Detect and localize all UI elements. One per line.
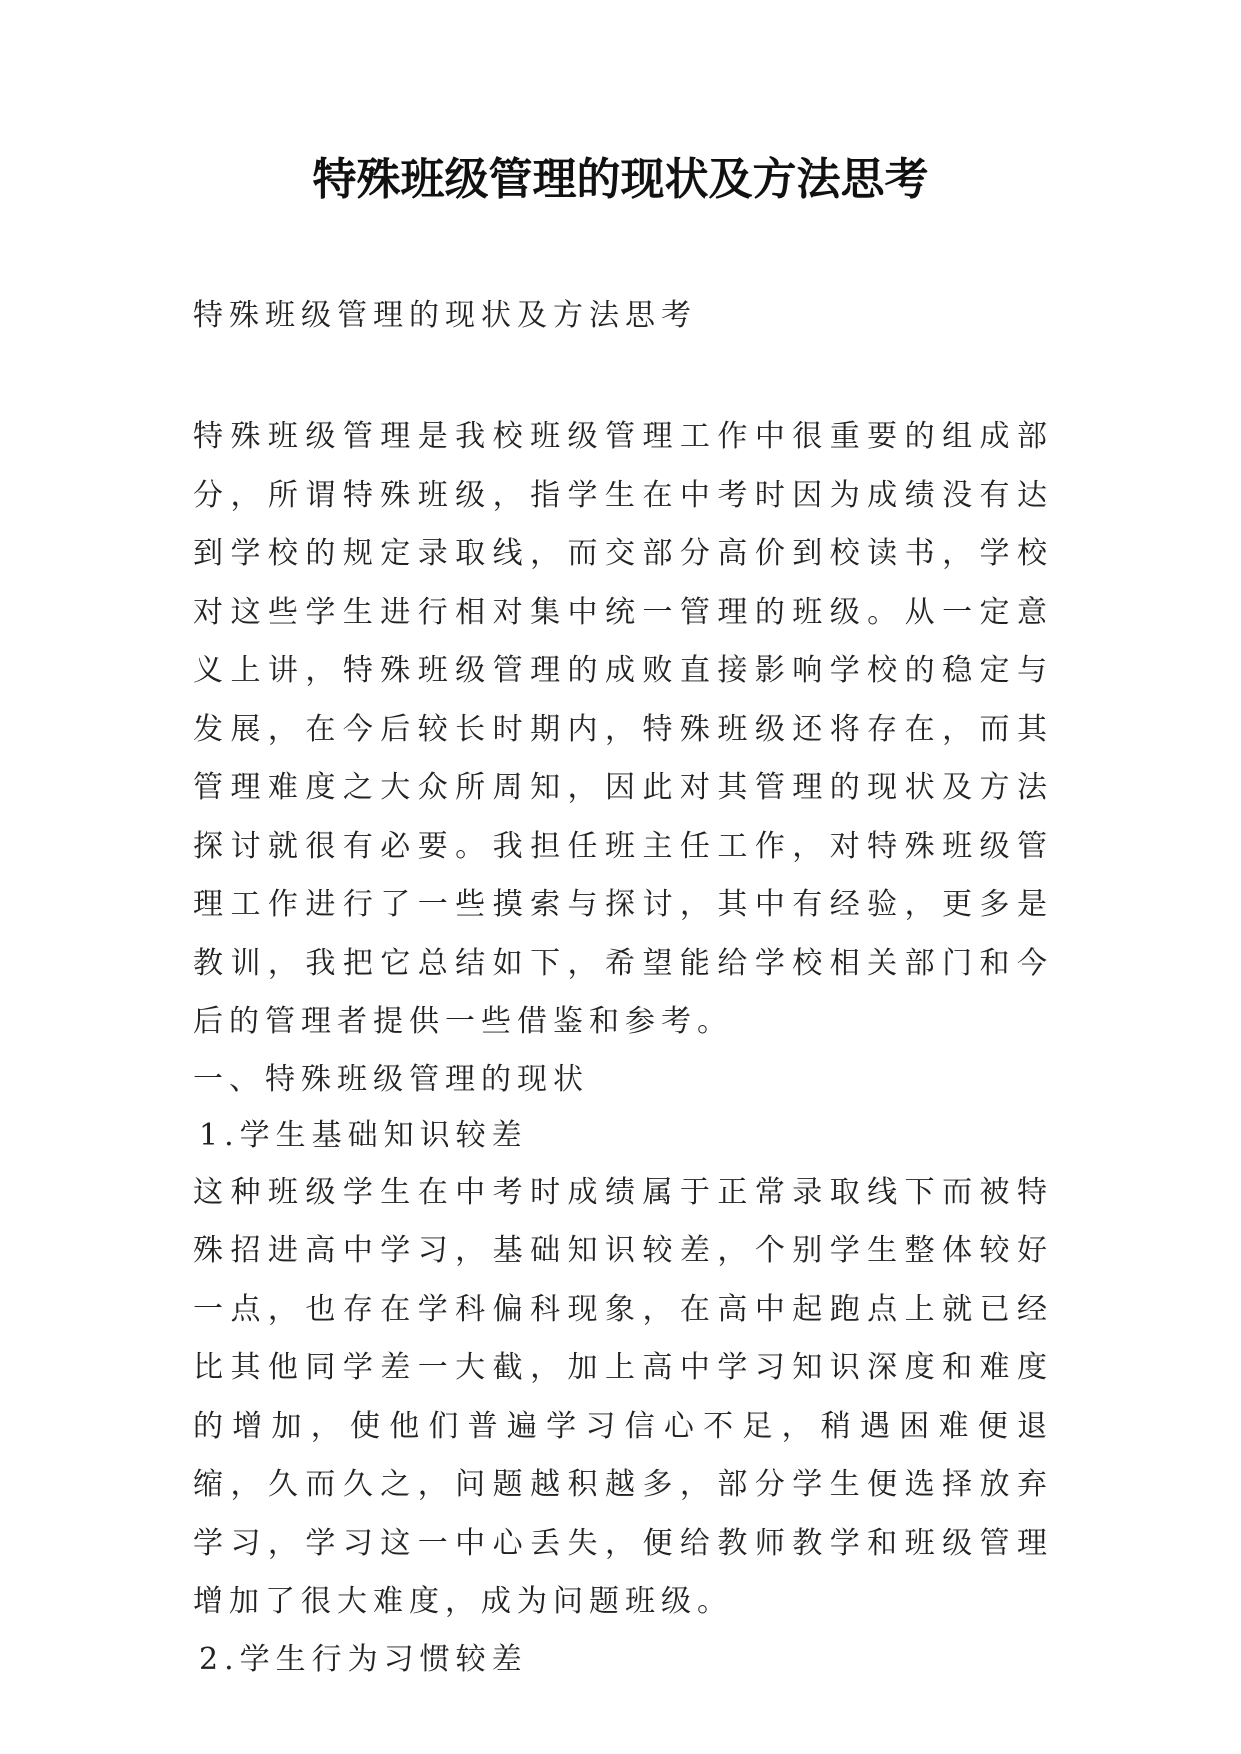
intro-paragraph: 特殊班级管理是我校班级管理工作中很重要的组成部分，所谓特殊班级，指学生在中考时因为成绩没有达到学校的规定录取线，而交部分高价到校读书，学校对这些学生进行相对集中统一管理的班级。从一定意义上讲，特殊班级管理的成败直接影响学校的稳定与发展，在今后较长时期内，特殊班级还将存在，而其管理难度之大众所周知，因此对其管理的现状及方法探讨就很有必要。我担任班主任工作，对特殊班级管理工作进行了一些摸索与探讨，其中有经验，更多是教训，我把它总结如下，希望能给学校相关部门和今后的管理者提供一些借鉴和参考。 xyxy=(193,419,1053,1039)
document-body xyxy=(193,408,1053,1688)
subsection-heading: 2.学生行为习惯较差 xyxy=(199,1641,528,1677)
body-paragraph: 这种班级学生在中考时成绩属于正常录取线下而被特殊招进高中学习，基础知识较差，个别学生整体较好一点，也存在学科偏科现象，在高中起跑点上就已经比其他同学差一大截，加上高中学习知识深度和难度的增加，使他们普遍学习信心不足，稍遇困难便退缩，久而久之，问题越积越多，部分学生便选择放弃学习，学习这一中心丢失，便给教师教学和班级管理增加了很大难度，成为问题班级。 xyxy=(193,1174,1053,1619)
subsection-heading: 1.学生基础知识较差 xyxy=(199,1117,528,1153)
document-subtitle: 特殊班级管理的现状及方法思考 xyxy=(193,298,697,333)
section-heading: 一、特殊班级管理的现状 xyxy=(193,1061,589,1097)
document-title: 特殊班级管理的现状及方法思考 xyxy=(312,154,929,205)
